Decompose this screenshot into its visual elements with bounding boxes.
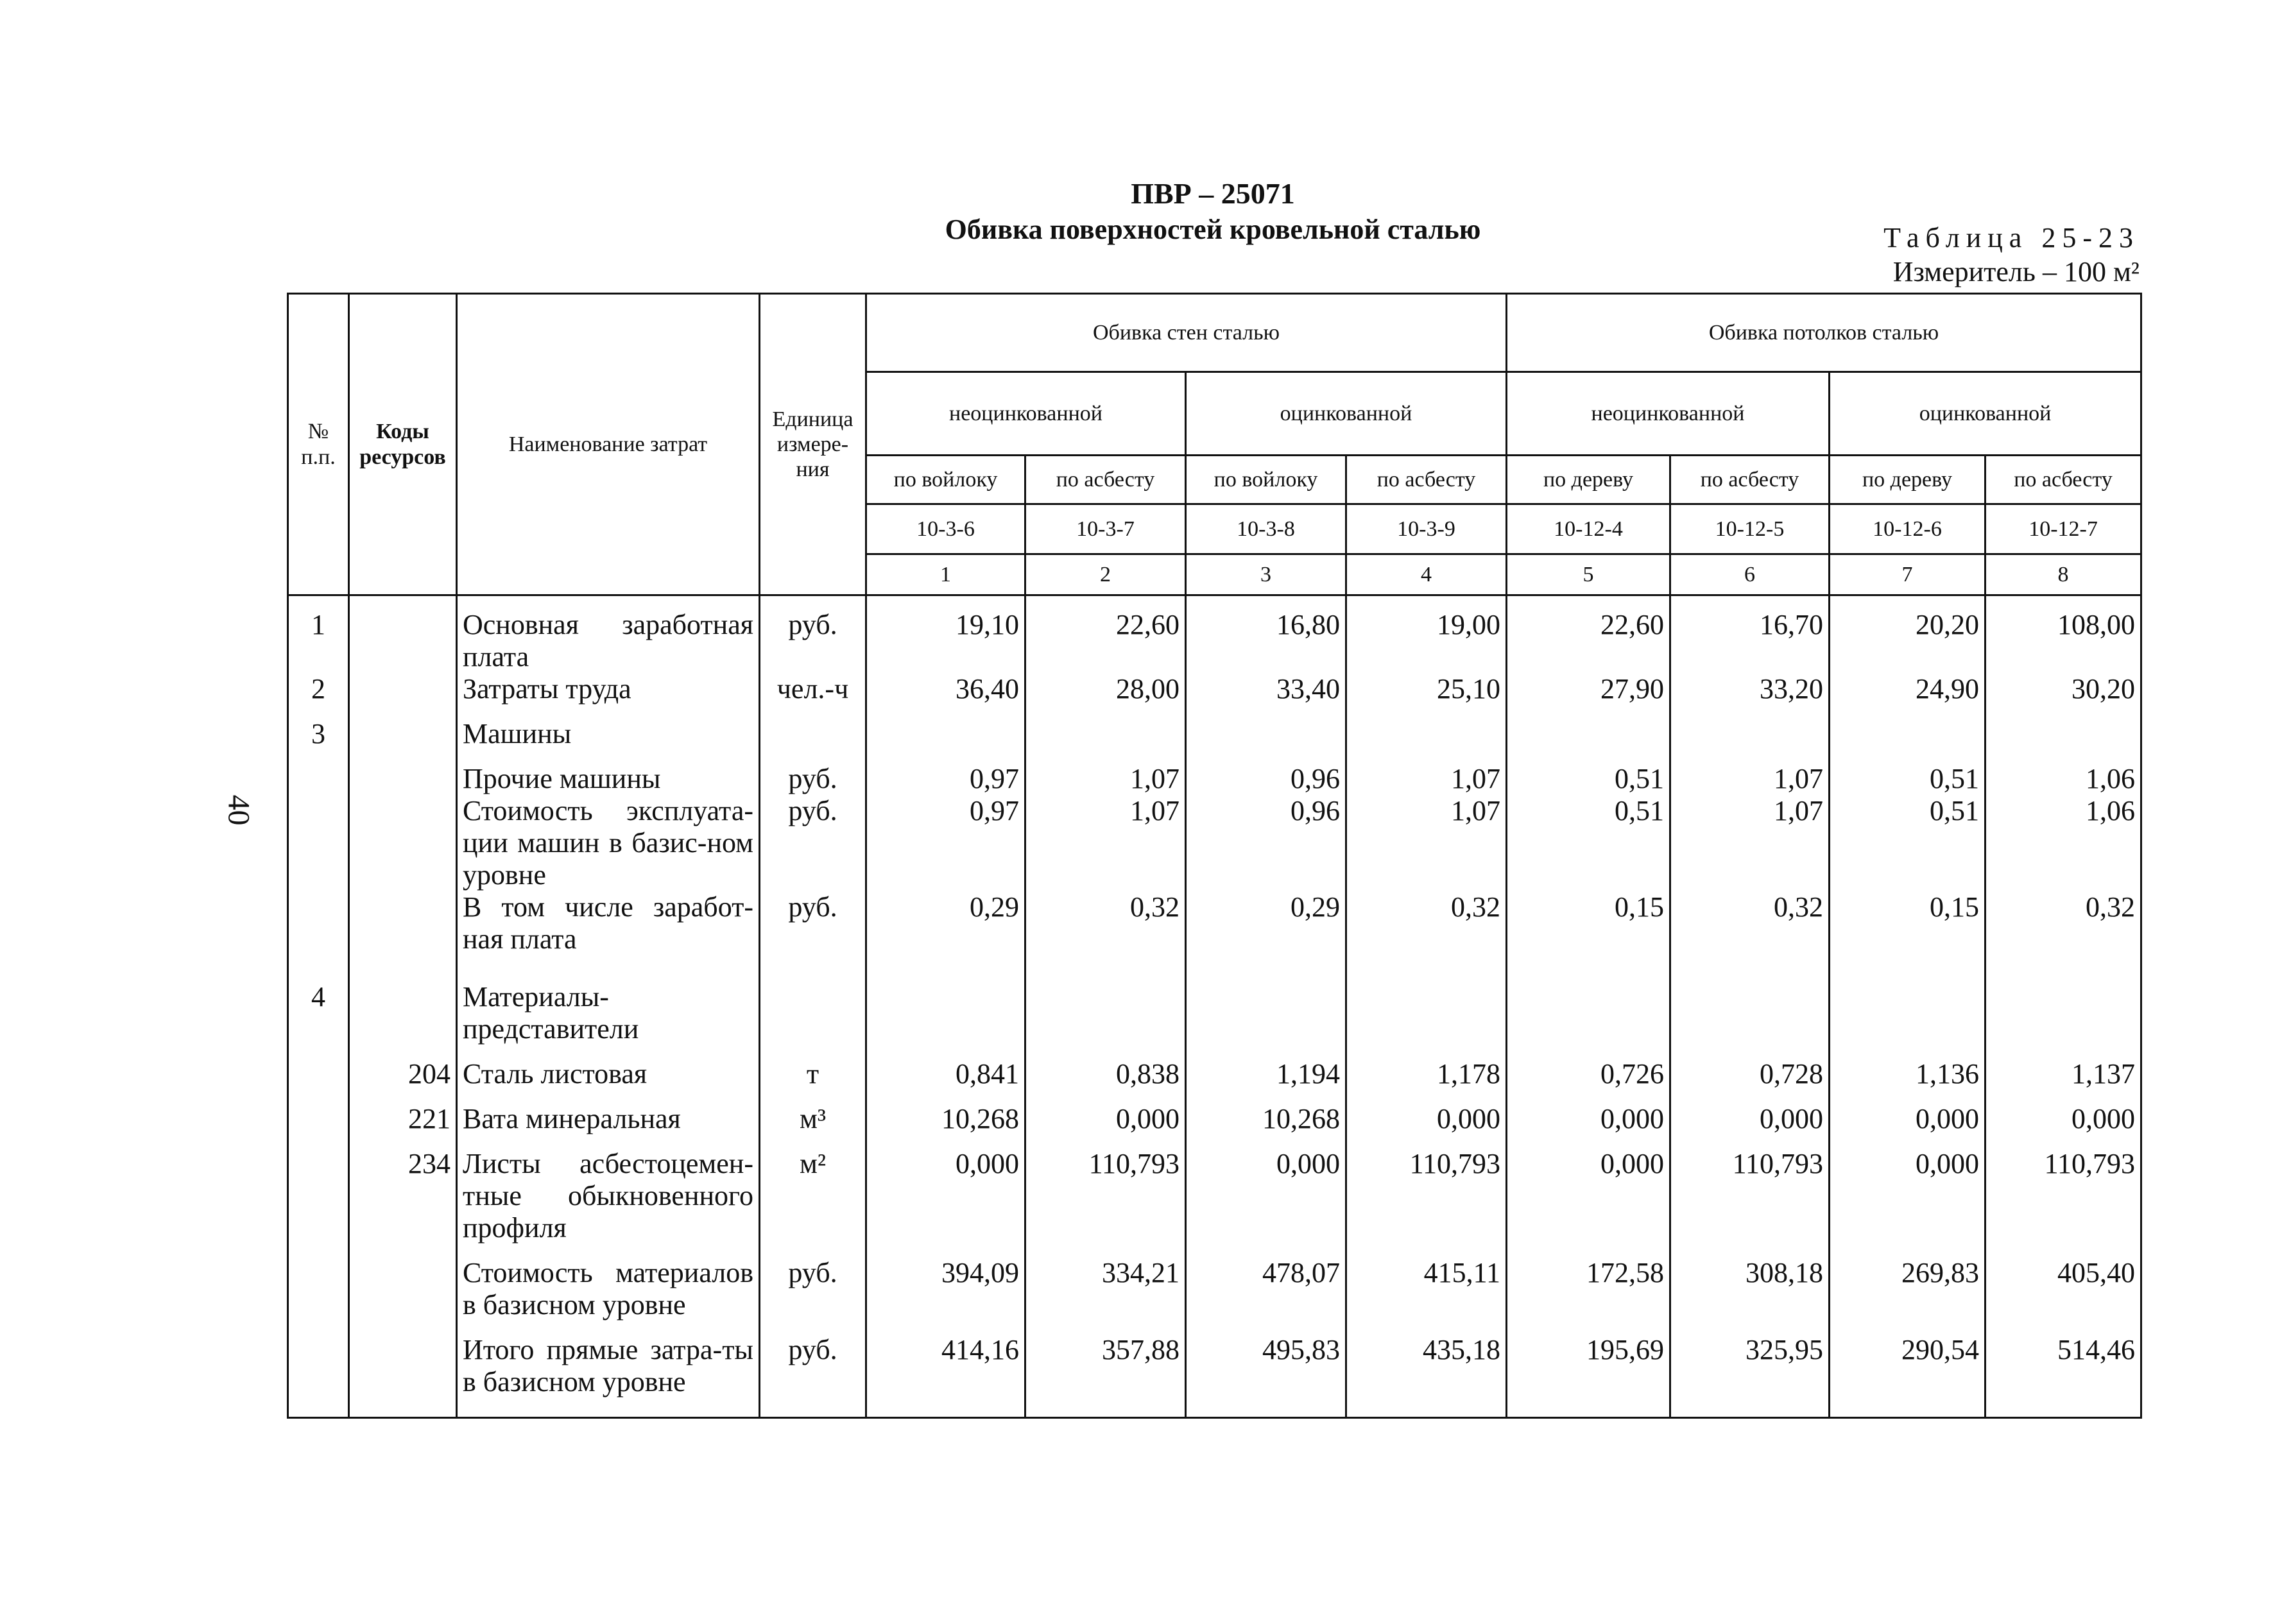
header-norm-code: 10-12-7 [1986, 504, 2141, 554]
value-cell [1346, 705, 1507, 750]
unit [760, 955, 866, 1045]
value-cell: 415,11 [1346, 1244, 1507, 1321]
header-ceilings: Обивка потолков сталью [1507, 294, 2141, 372]
unit: руб. [760, 891, 866, 955]
row-number [288, 1244, 349, 1321]
unit: т [760, 1045, 866, 1090]
row-number [288, 891, 349, 955]
header-norm-code: 10-12-6 [1830, 504, 1986, 554]
header-norm-code: 10-3-9 [1346, 504, 1507, 554]
value-cell: 514,46 [1986, 1321, 2141, 1417]
header-basis: по войлоку [866, 456, 1025, 504]
table-row [288, 1321, 2141, 1417]
value-cell: 0,29 [866, 891, 1025, 955]
header-basis: по асбесту [1670, 456, 1830, 504]
row-number: 1 [288, 595, 349, 674]
cost-name: Стоимость материалов в базисном уровне [457, 1244, 760, 1321]
value-cell [866, 705, 1025, 750]
header-name: Наименование затрат [457, 294, 760, 595]
value-cell [1507, 955, 1670, 1045]
value-cell: 0,000 [1986, 1090, 2141, 1135]
value-cell: 0,97 [866, 750, 1025, 795]
value-cell [1025, 705, 1186, 750]
value-cell: 478,07 [1186, 1244, 1346, 1321]
cost-name: Стоимость эксплуата-ции машин в базис-ном уровне [457, 795, 760, 891]
table-number: Таблица 25-23 [1883, 222, 2140, 253]
value-cell: 308,18 [1670, 1244, 1830, 1321]
value-cell: 1,178 [1346, 1045, 1507, 1090]
section-heading: Машины [457, 705, 760, 750]
header-col-num: 7 [1830, 554, 1986, 595]
value-cell: 0,29 [1186, 891, 1346, 955]
value-cell: 0,838 [1025, 1045, 1186, 1090]
value-cell: 357,88 [1025, 1321, 1186, 1417]
table-row [288, 891, 2141, 955]
value-cell: 0,000 [1507, 1090, 1670, 1135]
value-cell: 0,000 [1670, 1090, 1830, 1135]
row-number [288, 1090, 349, 1135]
value-cell: 495,83 [1186, 1321, 1346, 1417]
value-cell: 394,09 [866, 1244, 1025, 1321]
value-cell [1186, 955, 1346, 1045]
value-cell: 16,70 [1670, 595, 1830, 674]
value-cell [1670, 955, 1830, 1045]
header-col-num: 3 [1186, 554, 1346, 595]
header-walls: Обивка стен сталью [866, 294, 1507, 372]
value-cell: 1,07 [1025, 795, 1186, 891]
header-col-num: 5 [1507, 554, 1670, 595]
value-cell: 0,51 [1830, 795, 1986, 891]
value-cell: 0,000 [1025, 1090, 1186, 1135]
header-no: № п.п. [288, 294, 349, 595]
value-cell: 1,07 [1346, 750, 1507, 795]
value-cell: 1,136 [1830, 1045, 1986, 1090]
value-cell: 24,90 [1830, 673, 1986, 705]
document-title: Обивка поверхностей кровельной сталью [945, 214, 1481, 245]
header-ceil-zinc: оцинкованной [1830, 372, 2141, 456]
measure-unit: Измеритель – 100 м² [1892, 256, 2140, 287]
header-codes: Коды ресурсов [349, 294, 457, 595]
table-row [288, 1135, 2141, 1244]
unit: руб. [760, 595, 866, 674]
unit [760, 705, 866, 750]
unit: чел.-ч [760, 673, 866, 705]
value-cell [1346, 955, 1507, 1045]
header-norm-code: 10-12-5 [1670, 504, 1830, 554]
value-cell: 16,80 [1186, 595, 1346, 674]
value-cell: 0,32 [1670, 891, 1830, 955]
resource-code [349, 1321, 457, 1417]
value-cell: 0,51 [1830, 750, 1986, 795]
section-heading: Материалы-представители [457, 955, 760, 1045]
resource-code [349, 750, 457, 795]
resource-code [349, 673, 457, 705]
resource-code [349, 955, 457, 1045]
value-cell: 0,15 [1507, 891, 1670, 955]
value-cell: 27,90 [1507, 673, 1670, 705]
row-number: 2 [288, 673, 349, 705]
value-cell [1025, 955, 1186, 1045]
value-cell: 405,40 [1986, 1244, 2141, 1321]
value-cell [1986, 955, 2141, 1045]
resource-code: 234 [349, 1135, 457, 1244]
value-cell: 195,69 [1507, 1321, 1670, 1417]
value-cell [1670, 705, 1830, 750]
header-basis: по асбесту [1346, 456, 1507, 504]
value-cell: 10,268 [866, 1090, 1025, 1135]
resource-code: 221 [349, 1090, 457, 1135]
value-cell: 10,268 [1186, 1090, 1346, 1135]
value-cell: 110,793 [1025, 1135, 1186, 1244]
value-cell: 1,06 [1986, 795, 2141, 891]
table-row [288, 595, 2141, 674]
value-cell: 0,32 [1025, 891, 1186, 955]
value-cell: 269,83 [1830, 1244, 1986, 1321]
value-cell: 0,51 [1507, 795, 1670, 891]
header-col-num: 6 [1670, 554, 1830, 595]
value-cell [866, 955, 1025, 1045]
value-cell [1830, 955, 1986, 1045]
unit: руб. [760, 750, 866, 795]
value-cell: 0,97 [866, 795, 1025, 891]
header-col-num: 8 [1986, 554, 2141, 595]
value-cell: 435,18 [1346, 1321, 1507, 1417]
value-cell: 0,000 [866, 1135, 1025, 1244]
cost-name: Итого прямые затра-ты в базисном уровне [457, 1321, 760, 1417]
header-col-num: 1 [866, 554, 1025, 595]
table-row [288, 795, 2141, 891]
table-row [288, 705, 2141, 750]
unit: руб. [760, 1244, 866, 1321]
table-row [288, 1090, 2141, 1135]
resource-code [349, 891, 457, 955]
value-cell: 0,15 [1830, 891, 1986, 955]
table-row [288, 955, 2141, 1045]
value-cell: 0,000 [1346, 1090, 1507, 1135]
header-basis: по войлоку [1186, 456, 1346, 504]
header-walls-nonzinc: неоцинкованной [866, 372, 1186, 456]
row-number [288, 1045, 349, 1090]
cost-name: Сталь листовая [457, 1045, 760, 1090]
value-cell [1186, 705, 1346, 750]
unit: руб. [760, 1321, 866, 1417]
value-cell: 1,07 [1025, 750, 1186, 795]
value-cell: 1,07 [1670, 750, 1830, 795]
value-cell: 0,96 [1186, 795, 1346, 891]
header-ceil-nonzinc: неоцинкованной [1507, 372, 1830, 456]
value-cell: 1,137 [1986, 1045, 2141, 1090]
value-cell: 110,793 [1670, 1135, 1830, 1244]
header-basis: по дереву [1507, 456, 1670, 504]
resource-code [349, 795, 457, 891]
value-cell: 30,20 [1986, 673, 2141, 705]
value-cell: 25,10 [1346, 673, 1507, 705]
document-code: ПВР – 25071 [1131, 177, 1295, 210]
row-number [288, 795, 349, 891]
header-unit: Единица измере-ния [760, 294, 866, 595]
table-row [288, 750, 2141, 795]
table-row [288, 1244, 2141, 1321]
value-cell: 172,58 [1507, 1244, 1670, 1321]
value-cell: 36,40 [866, 673, 1025, 705]
resource-code [349, 595, 457, 674]
value-cell: 334,21 [1025, 1244, 1186, 1321]
value-cell: 0,000 [1186, 1135, 1346, 1244]
header-norm-code: 10-3-6 [866, 504, 1025, 554]
table-row [288, 1045, 2141, 1090]
value-cell: 0,728 [1670, 1045, 1830, 1090]
value-cell: 0,32 [1986, 891, 2141, 955]
row-number [288, 750, 349, 795]
resource-table [287, 293, 2142, 1419]
resource-code [349, 705, 457, 750]
header-col-num: 2 [1025, 554, 1186, 595]
value-cell: 290,54 [1830, 1321, 1986, 1417]
value-cell: 20,20 [1830, 595, 1986, 674]
header-col-num: 4 [1346, 554, 1507, 595]
unit: м² [760, 1135, 866, 1244]
value-cell: 0,000 [1830, 1135, 1986, 1244]
cost-name: Основная заработная плата [457, 595, 760, 674]
value-cell: 22,60 [1507, 595, 1670, 674]
cost-name: В том числе заработ-ная плата [457, 891, 760, 955]
value-cell: 0,000 [1507, 1135, 1670, 1244]
value-cell: 1,194 [1186, 1045, 1346, 1090]
value-cell: 325,95 [1670, 1321, 1830, 1417]
value-cell [1986, 705, 2141, 750]
row-number [288, 1321, 349, 1417]
value-cell: 33,20 [1670, 673, 1830, 705]
row-number [288, 1135, 349, 1244]
value-cell: 0,96 [1186, 750, 1346, 795]
cost-name: Затраты труда [457, 673, 760, 705]
table-row [288, 673, 2141, 705]
value-cell: 1,07 [1346, 795, 1507, 891]
resource-code [349, 1244, 457, 1321]
value-cell: 28,00 [1025, 673, 1186, 705]
value-cell: 0,32 [1346, 891, 1507, 955]
value-cell: 1,06 [1986, 750, 2141, 795]
header-norm-code: 10-3-7 [1025, 504, 1186, 554]
cost-name: Листы асбестоцемен-тные обыкновенного профиля [457, 1135, 760, 1244]
value-cell: 33,40 [1186, 673, 1346, 705]
row-number: 3 [288, 705, 349, 750]
value-cell: 19,10 [866, 595, 1025, 674]
value-cell [1507, 705, 1670, 750]
header-walls-zinc: оцинкованной [1186, 372, 1507, 456]
unit: руб. [760, 795, 866, 891]
value-cell [1830, 705, 1986, 750]
value-cell: 414,16 [866, 1321, 1025, 1417]
cost-name: Вата минеральная [457, 1090, 760, 1135]
unit: м³ [760, 1090, 866, 1135]
header-basis: по асбесту [1025, 456, 1186, 504]
value-cell: 110,793 [1986, 1135, 2141, 1244]
value-cell: 1,07 [1670, 795, 1830, 891]
page-number: 40 [221, 794, 256, 826]
value-cell: 0,000 [1830, 1090, 1986, 1135]
value-cell: 0,841 [866, 1045, 1025, 1090]
cost-name: Прочие машины [457, 750, 760, 795]
value-cell: 108,00 [1986, 595, 2141, 674]
value-cell: 0,726 [1507, 1045, 1670, 1090]
value-cell: 110,793 [1346, 1135, 1507, 1244]
value-cell: 19,00 [1346, 595, 1507, 674]
resource-code: 204 [349, 1045, 457, 1090]
row-number: 4 [288, 955, 349, 1045]
header-basis: по дереву [1830, 456, 1986, 504]
value-cell: 0,51 [1507, 750, 1670, 795]
header-basis: по асбесту [1986, 456, 2141, 504]
header-norm-code: 10-12-4 [1507, 504, 1670, 554]
header-norm-code: 10-3-8 [1186, 504, 1346, 554]
value-cell: 22,60 [1025, 595, 1186, 674]
